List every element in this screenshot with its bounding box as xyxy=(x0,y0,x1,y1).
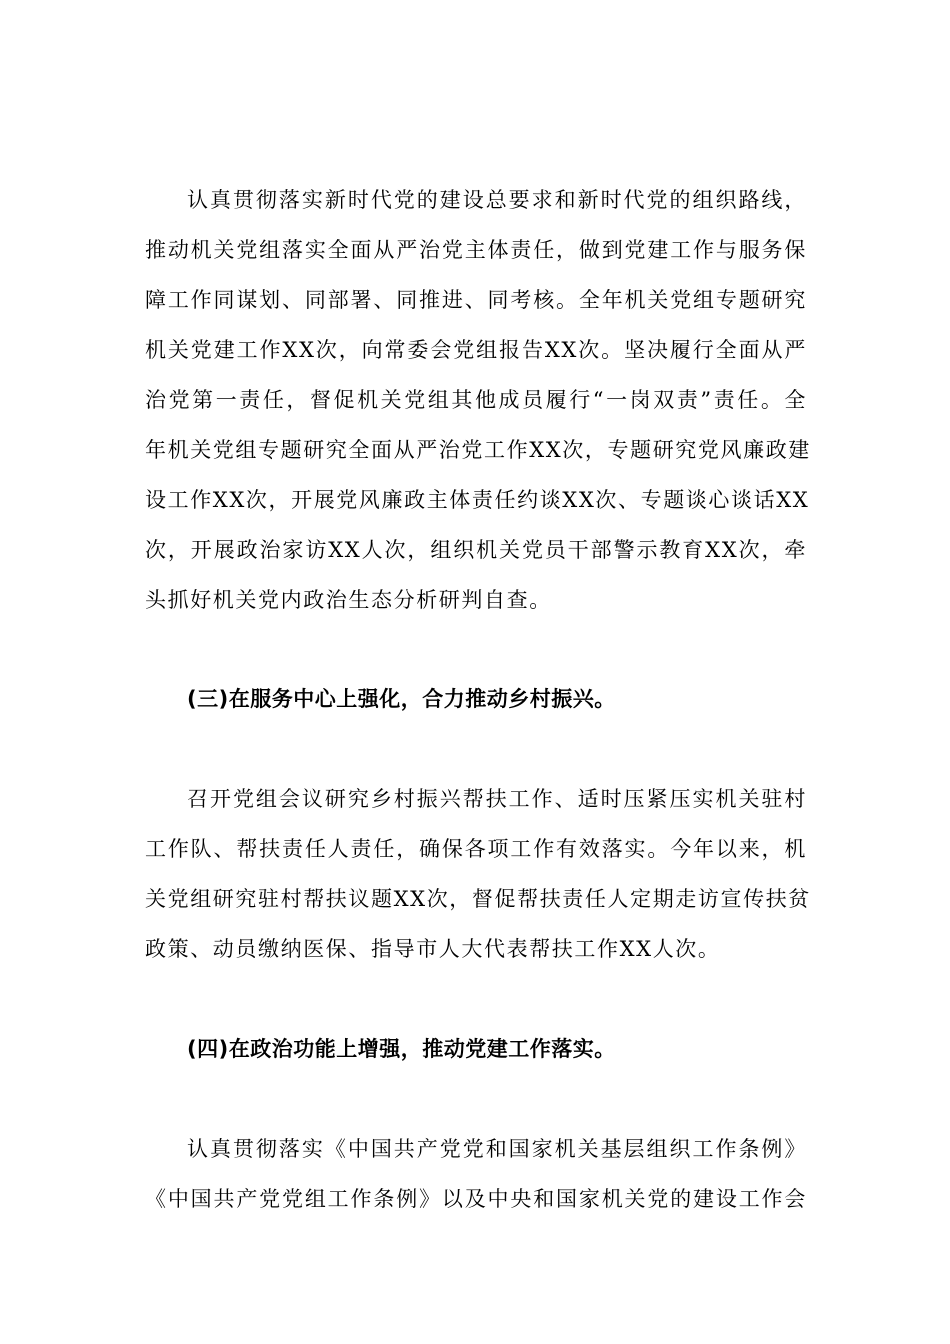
section-heading-4: (四)在政治功能上增强，推动党建工作落实。 xyxy=(187,1037,616,1061)
paragraph-1-line-4: 机关党建工作XX次，向常委会党组报告XX次。坚决履行全面从严 xyxy=(145,338,807,362)
paragraph-2-line-1: 召开党组会议研究乡村振兴帮扶工作、适时压紧压实机关驻村 xyxy=(187,787,807,811)
paragraph-1-line-5: 治党第一责任，督促机关党组其他成员履行“一岗双责”责任。全 xyxy=(145,388,807,412)
paragraph-1-line-6: 年机关党组专题研究全面从严治党工作XX次，专题研究党风廉政建 xyxy=(145,438,811,462)
paragraph-1-line-3: 障工作同谋划、同部署、同推进、同考核。全年机关党组专题研究 xyxy=(145,288,807,312)
paragraph-1-line-2: 推动机关党组落实全面从严治党主体责任，做到党建工作与服务保 xyxy=(145,238,807,262)
paragraph-1-line-8: 次，开展政治家访XX人次，组织机关党员干部警示教育XX次，牵 xyxy=(145,538,807,562)
paragraph-2-line-4: 政策、动员缴纳医保、指导市人大代表帮扶工作XX人次。 xyxy=(145,937,721,961)
paragraph-2-line-3: 关党组研究驻村帮扶议题XX次，督促帮扶责任人定期走访宣传扶贫 xyxy=(145,887,811,911)
paragraph-3-line-1: 认真贯彻落实《中国共产党党和国家机关基层组织工作条例》 xyxy=(187,1137,807,1161)
paragraph-3-line-2: 《中国共产党党组工作条例》以及中央和国家机关党的建设工作会 xyxy=(145,1187,807,1211)
paragraph-1-line-7: 设工作XX次，开展党风廉政主体责任约谈XX次、专题谈心谈话XX xyxy=(145,488,810,512)
paragraph-1-line-9: 头抓好机关党内政治生态分析研判自查。 xyxy=(145,588,552,612)
paragraph-1-line-1: 认真贯彻落实新时代党的建设总要求和新时代党的组织路线， xyxy=(187,188,807,212)
paragraph-2-line-2: 工作队、帮扶责任人责任，确保各项工作有效落实。今年以来，机 xyxy=(145,837,807,861)
section-heading-3: (三)在服务中心上强化，合力推动乡村振兴。 xyxy=(187,687,616,711)
